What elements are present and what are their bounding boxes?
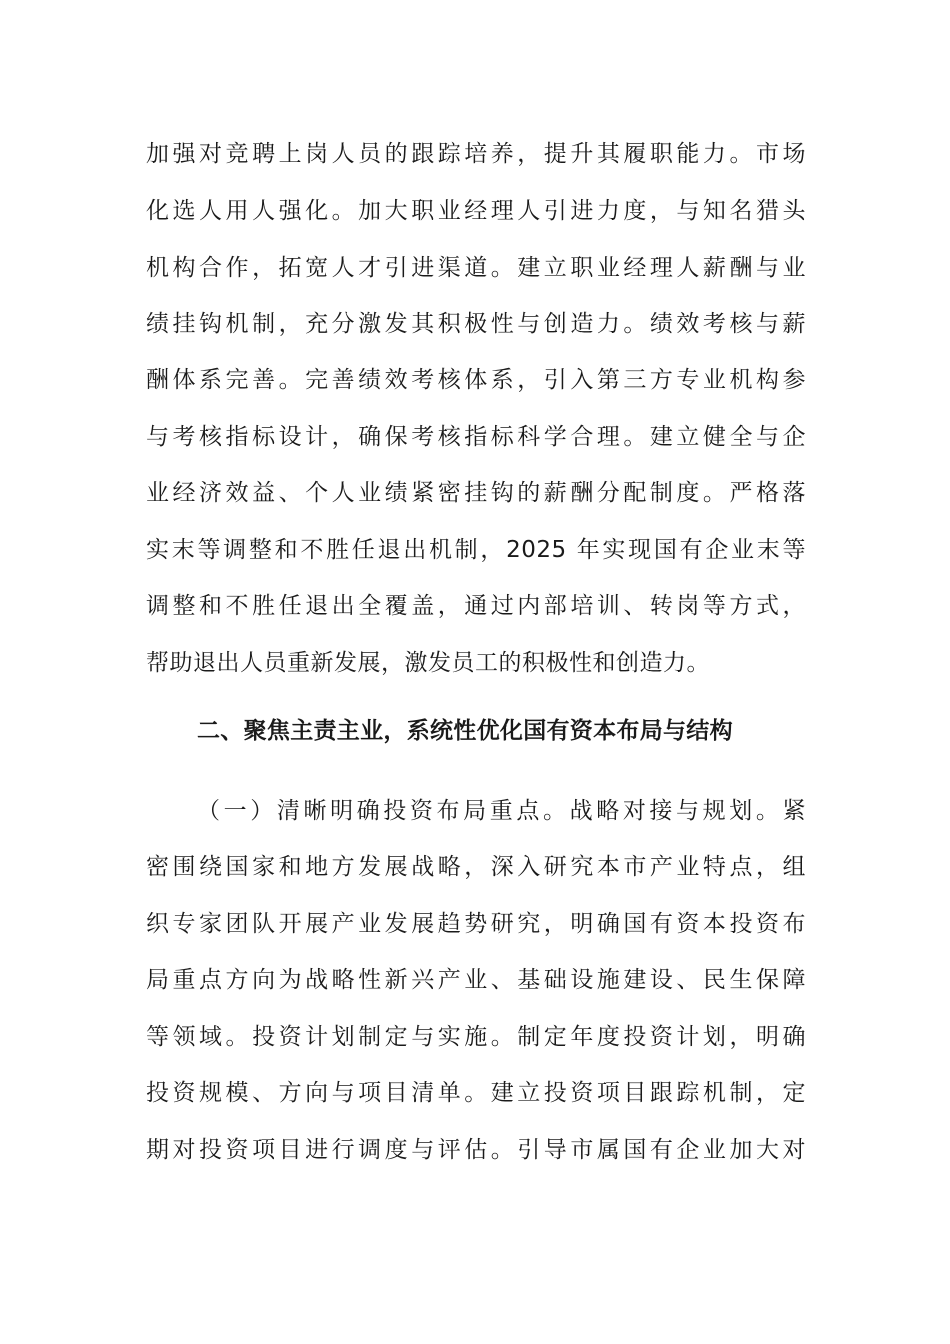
paragraph-line: 帮助退出人员重新发展，激发员工的积极性和创造力。 (146, 650, 710, 676)
paragraph-line: 期对投资项目进行调度与评估。引导市属国有企业加大对 (146, 1137, 806, 1163)
paragraph-line: 机构合作，拓宽人才引进渠道。建立职业经理人薪酬与业 (146, 255, 806, 281)
paragraph-line: 加强对竞聘上岗人员的跟踪培养，提升其履职能力。市场 (146, 141, 806, 167)
paragraph-line: 调整和不胜任退出全覆盖，通过内部培训、转岗等方式， (146, 593, 806, 619)
paragraph-line: （一）清晰明确投资布局重点。战略对接与规划。紧 (197, 798, 806, 824)
paragraph-line: 业经济效益、个人业绩紧密挂钩的薪酬分配制度。严格落 (146, 480, 806, 506)
paragraph-line: 绩挂钩机制，充分激发其积极性与创造力。绩效考核与薪 (146, 311, 806, 337)
paragraph-line: 投资规模、方向与项目清单。建立投资项目跟踪机制，定 (146, 1080, 806, 1106)
paragraph-line: 等领域。投资计划制定与实施。制定年度投资计划，明确 (146, 1024, 806, 1050)
paragraph-line: 织专家团队开展产业发展趋势研究，明确国有资本投资布 (146, 911, 806, 937)
paragraph-line: 酬体系完善。完善绩效考核体系，引入第三方专业机构参 (146, 367, 806, 393)
paragraph-line: 与考核指标设计，确保考核指标科学合理。建立健全与企 (146, 424, 806, 450)
paragraph-line: 局重点方向为战略性新兴产业、基础设施建设、民生保障 (146, 967, 806, 993)
paragraph-line: 密围绕国家和地方发展战略，深入研究本市产业特点，组 (146, 854, 806, 880)
section-heading: 二、聚焦主责主业，系统性优化国有资本布局与结构 (197, 718, 733, 744)
paragraph-line: 实末等调整和不胜任退出机制，2025 年实现国有企业末等 (146, 537, 806, 563)
paragraph-line: 化选人用人强化。加大职业经理人引进力度，与知名猎头 (146, 198, 806, 224)
